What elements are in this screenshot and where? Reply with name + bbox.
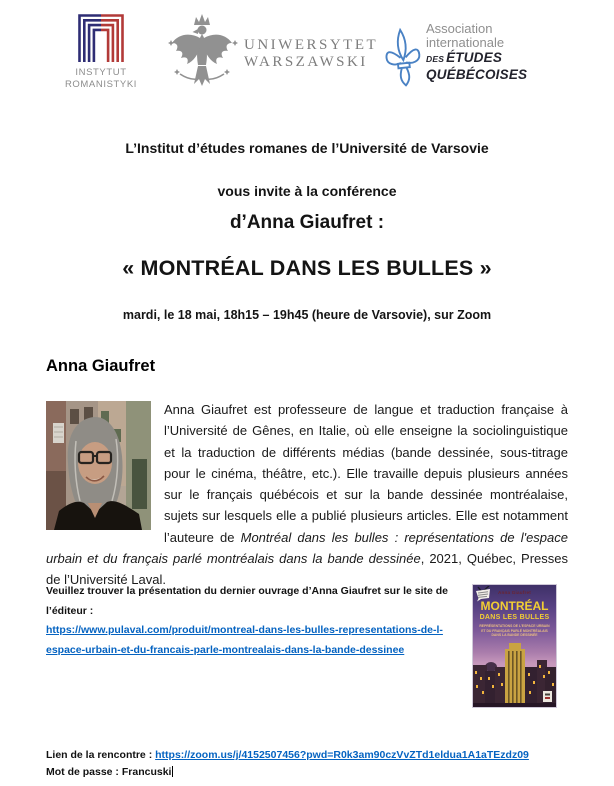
fleur-de-lis-icon bbox=[381, 24, 425, 90]
publisher-note-block bbox=[46, 582, 482, 660]
university-of-warsaw-logo bbox=[168, 12, 378, 96]
book-cover bbox=[473, 585, 556, 707]
uw-eagle-icon bbox=[168, 12, 238, 96]
uw-logo-text-line1: UNIWERSYTET bbox=[244, 37, 379, 53]
book-title-line1: MONTRÉAL bbox=[480, 599, 549, 613]
bio-text-italic: Montréal dans les bulles : représentations de l'espace urbain et du français parlé montréalais dans la bande dessinée bbox=[46, 529, 568, 567]
meeting-link-line bbox=[46, 747, 529, 764]
invitation-line-invite: vous invite à la conférence bbox=[217, 183, 397, 199]
aieq-text-quebecoises: QUÉBÉCOISES bbox=[426, 67, 528, 82]
text-cursor bbox=[172, 766, 173, 777]
book-title-line2: DANS LES BULLES bbox=[479, 613, 550, 621]
meeting-password-line bbox=[46, 764, 529, 781]
book-skyline-art bbox=[473, 641, 556, 707]
bio-heading: Anna Giaufret bbox=[46, 357, 156, 375]
publisher-link[interactable]: https://www.pulaval.com/produit/montreal-dans-les-bulles-representations-de-l-espace-urbain-et-du-francais-parle-montrealais-dans-la-bande-dessinee bbox=[46, 624, 443, 656]
aieq-logo bbox=[384, 22, 527, 88]
aieq-text-des: DES bbox=[426, 54, 445, 64]
anna-giaufret-photo bbox=[46, 401, 151, 530]
bio-text-end: , 2021, Québec, Presses de l’Université Laval. bbox=[46, 551, 568, 588]
invitation-line-speaker: d’Anna Giaufret : bbox=[229, 212, 385, 233]
book-subtitle-line1: REPRÉSENTATIONS DE L’ESPACE URBAIN bbox=[479, 624, 550, 628]
book-subtitle-line3: DANS LA BANDE DESSINÉE bbox=[491, 633, 538, 638]
gate-arch-icon bbox=[78, 14, 124, 62]
institut-logo-text-line1: INSTYTUT bbox=[75, 67, 127, 78]
uw-logo-text-line2: WARSZAWSKI bbox=[244, 54, 368, 70]
meeting-info bbox=[46, 747, 529, 781]
book-subtitle-line2: ET DU FRANÇAIS PARLÉ MONTRÉALAIS bbox=[481, 628, 548, 633]
invitation-line-institute: L’Institut d’études romanes de l’Université de Varsovie bbox=[125, 140, 489, 156]
conference-schedule: mardi, le 18 mai, 18h15 – 19h45 (heure de Varsovie), sur Zoom bbox=[122, 308, 492, 322]
conference-title: « MONTRÉAL DANS LES BULLES » bbox=[122, 256, 492, 280]
bio-paragraph bbox=[46, 399, 568, 591]
aieq-text-line2: internationale bbox=[426, 35, 505, 50]
institut-logo-text-line2: ROMANISTYKI bbox=[64, 78, 138, 90]
aieq-text-line1: Association bbox=[426, 21, 493, 36]
bio-text-regular: Anna Giaufret est professeure de langue et traduction française à l’Université de Gênes, en Italie, où elle enseigne la sociolinguistique et la traduction de différents médias (bande dessinée, sous-titrage pour le cinéma, théâtre, etc.). Elle travaille depuis plusieurs années sur le français québécois et sur la bande dessinée montréalaise, sujets sur lesquels elle a publié plusieurs articles. Elle est notamment l’auteure de bbox=[164, 402, 568, 545]
meeting-link-label: Lien de la rencontre : bbox=[46, 749, 153, 761]
aieq-text-etudes: ÉTUDES bbox=[446, 50, 503, 65]
institut-romanistyki-logo bbox=[50, 14, 152, 90]
book-author: Anna Giaufret bbox=[498, 590, 531, 595]
publisher-note: Veuillez trouver la présentation du dernier ouvrage d’Anna Giaufret sur le site de l’éditeur : bbox=[46, 585, 449, 617]
password-label: Mot de passe : bbox=[46, 766, 119, 778]
zoom-meeting-link[interactable]: https://zoom.us/j/4152507456?pwd=R0k3am90czVvZTd1eldua1A1aTEzdz09 bbox=[155, 749, 529, 761]
password-value: Francuski bbox=[121, 766, 172, 778]
